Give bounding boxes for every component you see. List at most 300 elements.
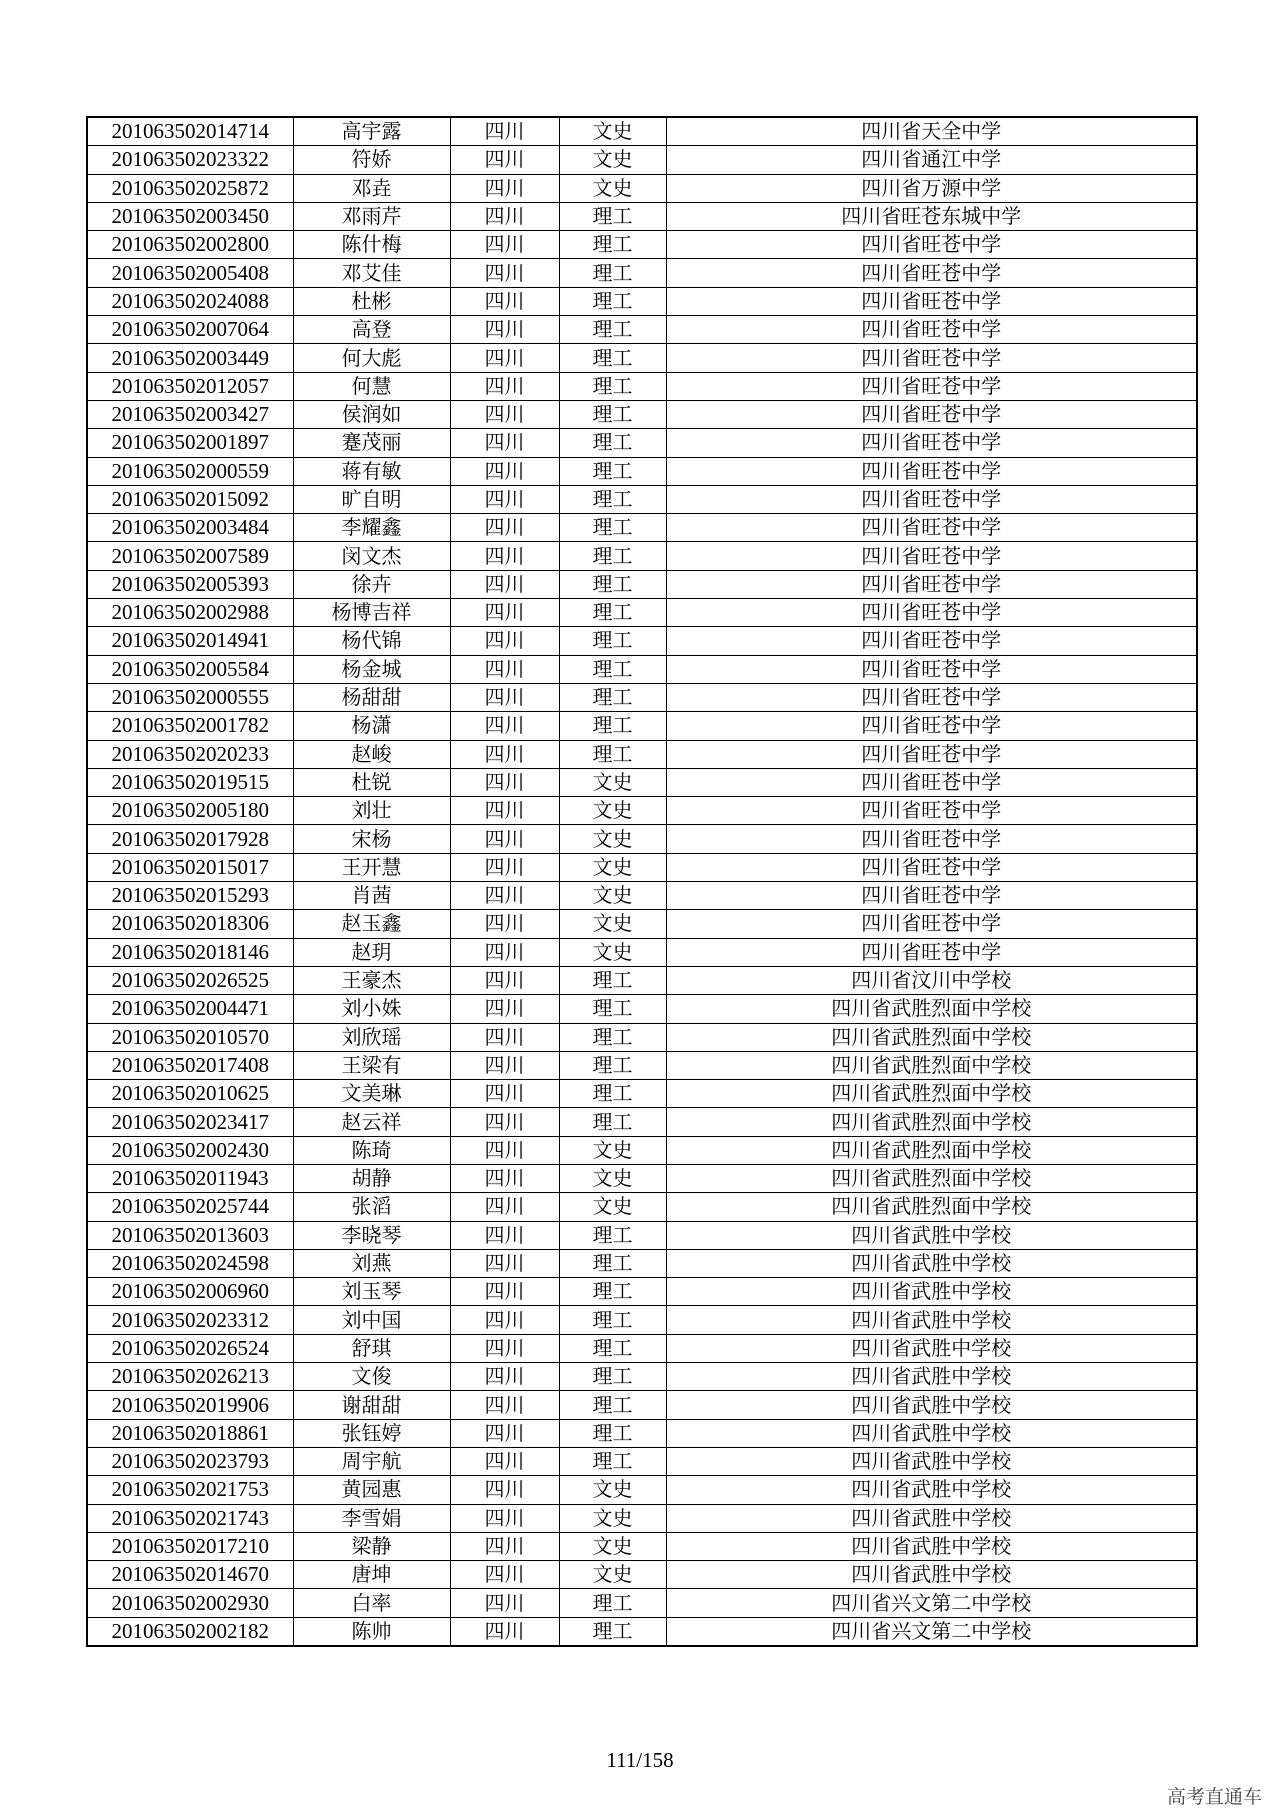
school-cell: 四川省旺苍中学 <box>666 429 1197 457</box>
name-cell: 符娇 <box>293 146 450 174</box>
name-cell: 张滔 <box>293 1193 450 1221</box>
exam-id-cell: 201063502026525 <box>87 966 293 994</box>
school-cell: 四川省旺苍中学 <box>666 570 1197 598</box>
exam-id-cell: 201063502000559 <box>87 457 293 485</box>
name-cell: 宋杨 <box>293 825 450 853</box>
name-cell: 赵峻 <box>293 740 450 768</box>
province-cell: 四川 <box>450 146 559 174</box>
exam-id-cell: 201063502007064 <box>87 316 293 344</box>
exam-id-cell: 201063502015092 <box>87 485 293 513</box>
exam-id-cell: 201063502011943 <box>87 1164 293 1192</box>
subject-track-cell: 理工 <box>559 1617 666 1646</box>
exam-id-cell: 201063502025744 <box>87 1193 293 1221</box>
exam-id-cell: 201063502023793 <box>87 1447 293 1475</box>
province-cell: 四川 <box>450 1391 559 1419</box>
name-cell: 杨代锦 <box>293 627 450 655</box>
exam-id-cell: 201063502018146 <box>87 938 293 966</box>
school-cell: 四川省武胜中学校 <box>666 1561 1197 1589</box>
name-cell: 旷自明 <box>293 485 450 513</box>
subject-track-cell: 理工 <box>559 542 666 570</box>
subject-track-cell: 理工 <box>559 1589 666 1617</box>
exam-id-cell: 201063502019906 <box>87 1391 293 1419</box>
subject-track-cell: 理工 <box>559 740 666 768</box>
table-row <box>87 1363 1197 1391</box>
subject-track-cell: 理工 <box>559 259 666 287</box>
exam-id-cell: 201063502002182 <box>87 1617 293 1646</box>
table-row <box>87 1561 1197 1589</box>
table-row <box>87 1278 1197 1306</box>
subject-track-cell: 理工 <box>559 457 666 485</box>
name-cell: 梁静 <box>293 1532 450 1560</box>
school-cell: 四川省武胜中学校 <box>666 1476 1197 1504</box>
exam-id-cell: 201063502001897 <box>87 429 293 457</box>
table-row <box>87 1221 1197 1249</box>
province-cell: 四川 <box>450 514 559 542</box>
exam-id-cell: 201063502003450 <box>87 202 293 230</box>
name-cell: 胡静 <box>293 1164 450 1192</box>
name-cell: 杜彬 <box>293 287 450 315</box>
exam-id-cell: 201063502010625 <box>87 1080 293 1108</box>
table-row <box>87 316 1197 344</box>
name-cell: 刘欣瑶 <box>293 1023 450 1051</box>
exam-id-cell: 201063502002988 <box>87 599 293 627</box>
province-cell: 四川 <box>450 542 559 570</box>
subject-track-cell: 理工 <box>559 287 666 315</box>
school-cell: 四川省旺苍中学 <box>666 400 1197 428</box>
subject-track-cell: 理工 <box>559 966 666 994</box>
exam-id-cell: 201063502015017 <box>87 853 293 881</box>
name-cell: 舒琪 <box>293 1334 450 1362</box>
exam-id-cell: 201063502000555 <box>87 683 293 711</box>
school-cell: 四川省旺苍中学 <box>666 797 1197 825</box>
table-row <box>87 712 1197 740</box>
table-row <box>87 400 1197 428</box>
exam-id-cell: 201063502004471 <box>87 995 293 1023</box>
province-cell: 四川 <box>450 712 559 740</box>
table-row <box>87 174 1197 202</box>
subject-track-cell: 文史 <box>559 938 666 966</box>
subject-track-cell: 理工 <box>559 1108 666 1136</box>
province-cell: 四川 <box>450 316 559 344</box>
subject-track-cell: 文史 <box>559 910 666 938</box>
name-cell: 白率 <box>293 1589 450 1617</box>
name-cell: 邓雨芹 <box>293 202 450 230</box>
table-row <box>87 882 1197 910</box>
table-row <box>87 1419 1197 1447</box>
name-cell: 周宇航 <box>293 1447 450 1475</box>
name-cell: 文美琳 <box>293 1080 450 1108</box>
province-cell: 四川 <box>450 1334 559 1362</box>
name-cell: 陈什梅 <box>293 231 450 259</box>
exam-id-cell: 201063502021743 <box>87 1504 293 1532</box>
name-cell: 蒋有敏 <box>293 457 450 485</box>
school-cell: 四川省旺苍中学 <box>666 259 1197 287</box>
subject-track-cell: 理工 <box>559 1391 666 1419</box>
subject-track-cell: 理工 <box>559 683 666 711</box>
table-row <box>87 825 1197 853</box>
table-row <box>87 655 1197 683</box>
school-cell: 四川省旺苍中学 <box>666 910 1197 938</box>
province-cell: 四川 <box>450 1164 559 1192</box>
table-row <box>87 372 1197 400</box>
subject-track-cell: 文史 <box>559 1476 666 1504</box>
name-cell: 陈琦 <box>293 1136 450 1164</box>
province-cell: 四川 <box>450 966 559 994</box>
exam-id-cell: 201063502015293 <box>87 882 293 910</box>
province-cell: 四川 <box>450 344 559 372</box>
subject-track-cell: 文史 <box>559 1136 666 1164</box>
table-row <box>87 599 1197 627</box>
table-row <box>87 231 1197 259</box>
name-cell: 唐坤 <box>293 1561 450 1589</box>
subject-track-cell: 文史 <box>559 1532 666 1560</box>
subject-track-cell: 理工 <box>559 1306 666 1334</box>
table-row <box>87 1504 1197 1532</box>
province-cell: 四川 <box>450 1561 559 1589</box>
table-row <box>87 966 1197 994</box>
table-row <box>87 514 1197 542</box>
province-cell: 四川 <box>450 287 559 315</box>
subject-track-cell: 文史 <box>559 117 666 146</box>
name-cell: 刘玉琴 <box>293 1278 450 1306</box>
school-cell: 四川省武胜中学校 <box>666 1447 1197 1475</box>
province-cell: 四川 <box>450 1108 559 1136</box>
exam-id-cell: 201063502010570 <box>87 1023 293 1051</box>
name-cell: 李雪娟 <box>293 1504 450 1532</box>
school-cell: 四川省武胜烈面中学校 <box>666 995 1197 1023</box>
province-cell: 四川 <box>450 740 559 768</box>
school-cell: 四川省武胜中学校 <box>666 1221 1197 1249</box>
school-cell: 四川省武胜烈面中学校 <box>666 1164 1197 1192</box>
province-cell: 四川 <box>450 400 559 428</box>
school-cell: 四川省旺苍中学 <box>666 882 1197 910</box>
school-cell: 四川省武胜中学校 <box>666 1278 1197 1306</box>
province-cell: 四川 <box>450 910 559 938</box>
exam-id-cell: 201063502005584 <box>87 655 293 683</box>
exam-id-cell: 201063502012057 <box>87 372 293 400</box>
roster-body <box>87 117 1197 1646</box>
province-cell: 四川 <box>450 1363 559 1391</box>
exam-id-cell: 201063502003427 <box>87 400 293 428</box>
subject-track-cell: 理工 <box>559 514 666 542</box>
exam-id-cell: 201063502014714 <box>87 117 293 146</box>
name-cell: 邓艾佳 <box>293 259 450 287</box>
exam-id-cell: 201063502023322 <box>87 146 293 174</box>
name-cell: 黄园惠 <box>293 1476 450 1504</box>
province-cell: 四川 <box>450 1504 559 1532</box>
table-row <box>87 938 1197 966</box>
exam-id-cell: 201063502020233 <box>87 740 293 768</box>
school-cell: 四川省旺苍中学 <box>666 344 1197 372</box>
exam-id-cell: 201063502018306 <box>87 910 293 938</box>
subject-track-cell: 理工 <box>559 1080 666 1108</box>
table-row <box>87 1589 1197 1617</box>
subject-track-cell: 理工 <box>559 372 666 400</box>
name-cell: 王豪杰 <box>293 966 450 994</box>
exam-id-cell: 201063502007589 <box>87 542 293 570</box>
province-cell: 四川 <box>450 1532 559 1560</box>
province-cell: 四川 <box>450 825 559 853</box>
table-row <box>87 1193 1197 1221</box>
table-row <box>87 1080 1197 1108</box>
school-cell: 四川省武胜中学校 <box>666 1363 1197 1391</box>
exam-id-cell: 201063502017928 <box>87 825 293 853</box>
name-cell: 张钰婷 <box>293 1419 450 1447</box>
province-cell: 四川 <box>450 1221 559 1249</box>
school-cell: 四川省旺苍中学 <box>666 287 1197 315</box>
table-row <box>87 1447 1197 1475</box>
province-cell: 四川 <box>450 683 559 711</box>
province-cell: 四川 <box>450 1306 559 1334</box>
subject-track-cell: 理工 <box>559 1334 666 1362</box>
table-row <box>87 1164 1197 1192</box>
province-cell: 四川 <box>450 570 559 598</box>
name-cell: 赵云祥 <box>293 1108 450 1136</box>
school-cell: 四川省武胜中学校 <box>666 1532 1197 1560</box>
table-row <box>87 797 1197 825</box>
name-cell: 杨博吉祥 <box>293 599 450 627</box>
exam-id-cell: 201063502024598 <box>87 1249 293 1277</box>
name-cell: 杨潇 <box>293 712 450 740</box>
province-cell: 四川 <box>450 882 559 910</box>
province-cell: 四川 <box>450 372 559 400</box>
name-cell: 刘壮 <box>293 797 450 825</box>
school-cell: 四川省武胜中学校 <box>666 1504 1197 1532</box>
subject-track-cell: 理工 <box>559 1051 666 1079</box>
school-cell: 四川省通江中学 <box>666 146 1197 174</box>
subject-track-cell: 文史 <box>559 146 666 174</box>
exam-id-cell: 201063502021753 <box>87 1476 293 1504</box>
exam-id-cell: 201063502014670 <box>87 1561 293 1589</box>
province-cell: 四川 <box>450 853 559 881</box>
school-cell: 四川省兴文第二中学校 <box>666 1617 1197 1646</box>
exam-id-cell: 201063502026524 <box>87 1334 293 1362</box>
province-cell: 四川 <box>450 117 559 146</box>
school-cell: 四川省旺苍中学 <box>666 485 1197 513</box>
table-row <box>87 457 1197 485</box>
province-cell: 四川 <box>450 1617 559 1646</box>
exam-id-cell: 201063502006960 <box>87 1278 293 1306</box>
school-cell: 四川省旺苍中学 <box>666 231 1197 259</box>
school-cell: 四川省武胜烈面中学校 <box>666 1023 1197 1051</box>
exam-id-cell: 201063502024088 <box>87 287 293 315</box>
exam-id-cell: 201063502002430 <box>87 1136 293 1164</box>
exam-id-cell: 201063502014941 <box>87 627 293 655</box>
name-cell: 刘小姝 <box>293 995 450 1023</box>
name-cell: 徐卉 <box>293 570 450 598</box>
subject-track-cell: 理工 <box>559 1363 666 1391</box>
table-row <box>87 1334 1197 1362</box>
name-cell: 赵玥 <box>293 938 450 966</box>
name-cell: 刘燕 <box>293 1249 450 1277</box>
subject-track-cell: 文史 <box>559 797 666 825</box>
school-cell: 四川省旺苍中学 <box>666 740 1197 768</box>
subject-track-cell: 文史 <box>559 825 666 853</box>
exam-id-cell: 201063502017210 <box>87 1532 293 1560</box>
subject-track-cell: 理工 <box>559 1023 666 1051</box>
school-cell: 四川省武胜中学校 <box>666 1419 1197 1447</box>
exam-id-cell: 201063502002930 <box>87 1589 293 1617</box>
school-cell: 四川省武胜烈面中学校 <box>666 1193 1197 1221</box>
name-cell: 何慧 <box>293 372 450 400</box>
subject-track-cell: 理工 <box>559 231 666 259</box>
table-row <box>87 1136 1197 1164</box>
subject-track-cell: 理工 <box>559 202 666 230</box>
province-cell: 四川 <box>450 1080 559 1108</box>
table-row <box>87 1476 1197 1504</box>
subject-track-cell: 理工 <box>559 344 666 372</box>
watermark-text: 高考直通车 <box>1166 1786 1262 1808</box>
subject-track-cell: 理工 <box>559 712 666 740</box>
exam-id-cell: 201063502001782 <box>87 712 293 740</box>
table-row <box>87 344 1197 372</box>
table-row <box>87 1051 1197 1079</box>
province-cell: 四川 <box>450 259 559 287</box>
table-row <box>87 1023 1197 1051</box>
table-row <box>87 740 1197 768</box>
exam-id-cell: 201063502017408 <box>87 1051 293 1079</box>
table-row <box>87 259 1197 287</box>
school-cell: 四川省武胜中学校 <box>666 1249 1197 1277</box>
school-cell: 四川省武胜烈面中学校 <box>666 1136 1197 1164</box>
subject-track-cell: 理工 <box>559 1249 666 1277</box>
name-cell: 杨金城 <box>293 655 450 683</box>
subject-track-cell: 文史 <box>559 1561 666 1589</box>
subject-track-cell: 理工 <box>559 1419 666 1447</box>
school-cell: 四川省旺苍中学 <box>666 514 1197 542</box>
province-cell: 四川 <box>450 1023 559 1051</box>
name-cell: 赵玉鑫 <box>293 910 450 938</box>
school-cell: 四川省旺苍中学 <box>666 372 1197 400</box>
exam-id-cell: 201063502005393 <box>87 570 293 598</box>
school-cell: 四川省武胜中学校 <box>666 1334 1197 1362</box>
name-cell: 高宇露 <box>293 117 450 146</box>
province-cell: 四川 <box>450 599 559 627</box>
name-cell: 蹇茂丽 <box>293 429 450 457</box>
subject-track-cell: 理工 <box>559 485 666 513</box>
school-cell: 四川省武胜烈面中学校 <box>666 1051 1197 1079</box>
name-cell: 谢甜甜 <box>293 1391 450 1419</box>
table-row <box>87 1306 1197 1334</box>
province-cell: 四川 <box>450 1249 559 1277</box>
school-cell: 四川省旺苍中学 <box>666 627 1197 655</box>
table-row <box>87 485 1197 513</box>
subject-track-cell: 理工 <box>559 655 666 683</box>
name-cell: 杜锐 <box>293 768 450 796</box>
table-row <box>87 853 1197 881</box>
province-cell: 四川 <box>450 1193 559 1221</box>
subject-track-cell: 文史 <box>559 853 666 881</box>
table-row <box>87 1391 1197 1419</box>
subject-track-cell: 文史 <box>559 1504 666 1532</box>
province-cell: 四川 <box>450 1278 559 1306</box>
name-cell: 李耀鑫 <box>293 514 450 542</box>
school-cell: 四川省武胜中学校 <box>666 1391 1197 1419</box>
name-cell: 杨甜甜 <box>293 683 450 711</box>
school-cell: 四川省天全中学 <box>666 117 1197 146</box>
province-cell: 四川 <box>450 655 559 683</box>
province-cell: 四川 <box>450 429 559 457</box>
school-cell: 四川省万源中学 <box>666 174 1197 202</box>
table-row <box>87 995 1197 1023</box>
province-cell: 四川 <box>450 485 559 513</box>
name-cell: 闵文杰 <box>293 542 450 570</box>
school-cell: 四川省旺苍中学 <box>666 316 1197 344</box>
name-cell: 肖茜 <box>293 882 450 910</box>
province-cell: 四川 <box>450 627 559 655</box>
province-cell: 四川 <box>450 1419 559 1447</box>
table-row <box>87 542 1197 570</box>
school-cell: 四川省兴文第二中学校 <box>666 1589 1197 1617</box>
school-cell: 四川省旺苍中学 <box>666 938 1197 966</box>
school-cell: 四川省旺苍中学 <box>666 712 1197 740</box>
table-row <box>87 117 1197 146</box>
name-cell: 陈帅 <box>293 1617 450 1646</box>
school-cell: 四川省武胜中学校 <box>666 1306 1197 1334</box>
name-cell: 邓垚 <box>293 174 450 202</box>
subject-track-cell: 文史 <box>559 1193 666 1221</box>
subject-track-cell: 理工 <box>559 1447 666 1475</box>
school-cell: 四川省旺苍中学 <box>666 599 1197 627</box>
school-cell: 四川省武胜烈面中学校 <box>666 1080 1197 1108</box>
table-row <box>87 1249 1197 1277</box>
exam-id-cell: 201063502025872 <box>87 174 293 202</box>
table-row <box>87 768 1197 796</box>
roster-table <box>86 116 1198 1647</box>
subject-track-cell: 理工 <box>559 570 666 598</box>
school-cell: 四川省旺苍中学 <box>666 457 1197 485</box>
province-cell: 四川 <box>450 797 559 825</box>
name-cell: 王梁有 <box>293 1051 450 1079</box>
table-row <box>87 570 1197 598</box>
exam-id-cell: 201063502005408 <box>87 259 293 287</box>
subject-track-cell: 文史 <box>559 174 666 202</box>
subject-track-cell: 理工 <box>559 1278 666 1306</box>
school-cell: 四川省旺苍中学 <box>666 825 1197 853</box>
exam-id-cell: 201063502023312 <box>87 1306 293 1334</box>
exam-id-cell: 201063502018861 <box>87 1419 293 1447</box>
table-row <box>87 287 1197 315</box>
province-cell: 四川 <box>450 768 559 796</box>
province-cell: 四川 <box>450 1136 559 1164</box>
name-cell: 李晓琴 <box>293 1221 450 1249</box>
subject-track-cell: 理工 <box>559 627 666 655</box>
school-cell: 四川省旺苍中学 <box>666 542 1197 570</box>
table-row <box>87 202 1197 230</box>
school-cell: 四川省旺苍中学 <box>666 683 1197 711</box>
province-cell: 四川 <box>450 231 559 259</box>
province-cell: 四川 <box>450 1589 559 1617</box>
province-cell: 四川 <box>450 1051 559 1079</box>
school-cell: 四川省旺苍中学 <box>666 853 1197 881</box>
exam-id-cell: 201063502003484 <box>87 514 293 542</box>
exam-id-cell: 201063502026213 <box>87 1363 293 1391</box>
exam-id-cell: 201063502005180 <box>87 797 293 825</box>
name-cell: 文俊 <box>293 1363 450 1391</box>
subject-track-cell: 文史 <box>559 882 666 910</box>
province-cell: 四川 <box>450 457 559 485</box>
table-row <box>87 683 1197 711</box>
name-cell: 侯润如 <box>293 400 450 428</box>
school-cell: 四川省旺苍东城中学 <box>666 202 1197 230</box>
exam-id-cell: 201063502019515 <box>87 768 293 796</box>
name-cell: 何大彪 <box>293 344 450 372</box>
exam-id-cell: 201063502023417 <box>87 1108 293 1136</box>
school-cell: 四川省旺苍中学 <box>666 768 1197 796</box>
name-cell: 高登 <box>293 316 450 344</box>
name-cell: 刘中国 <box>293 1306 450 1334</box>
province-cell: 四川 <box>450 1447 559 1475</box>
